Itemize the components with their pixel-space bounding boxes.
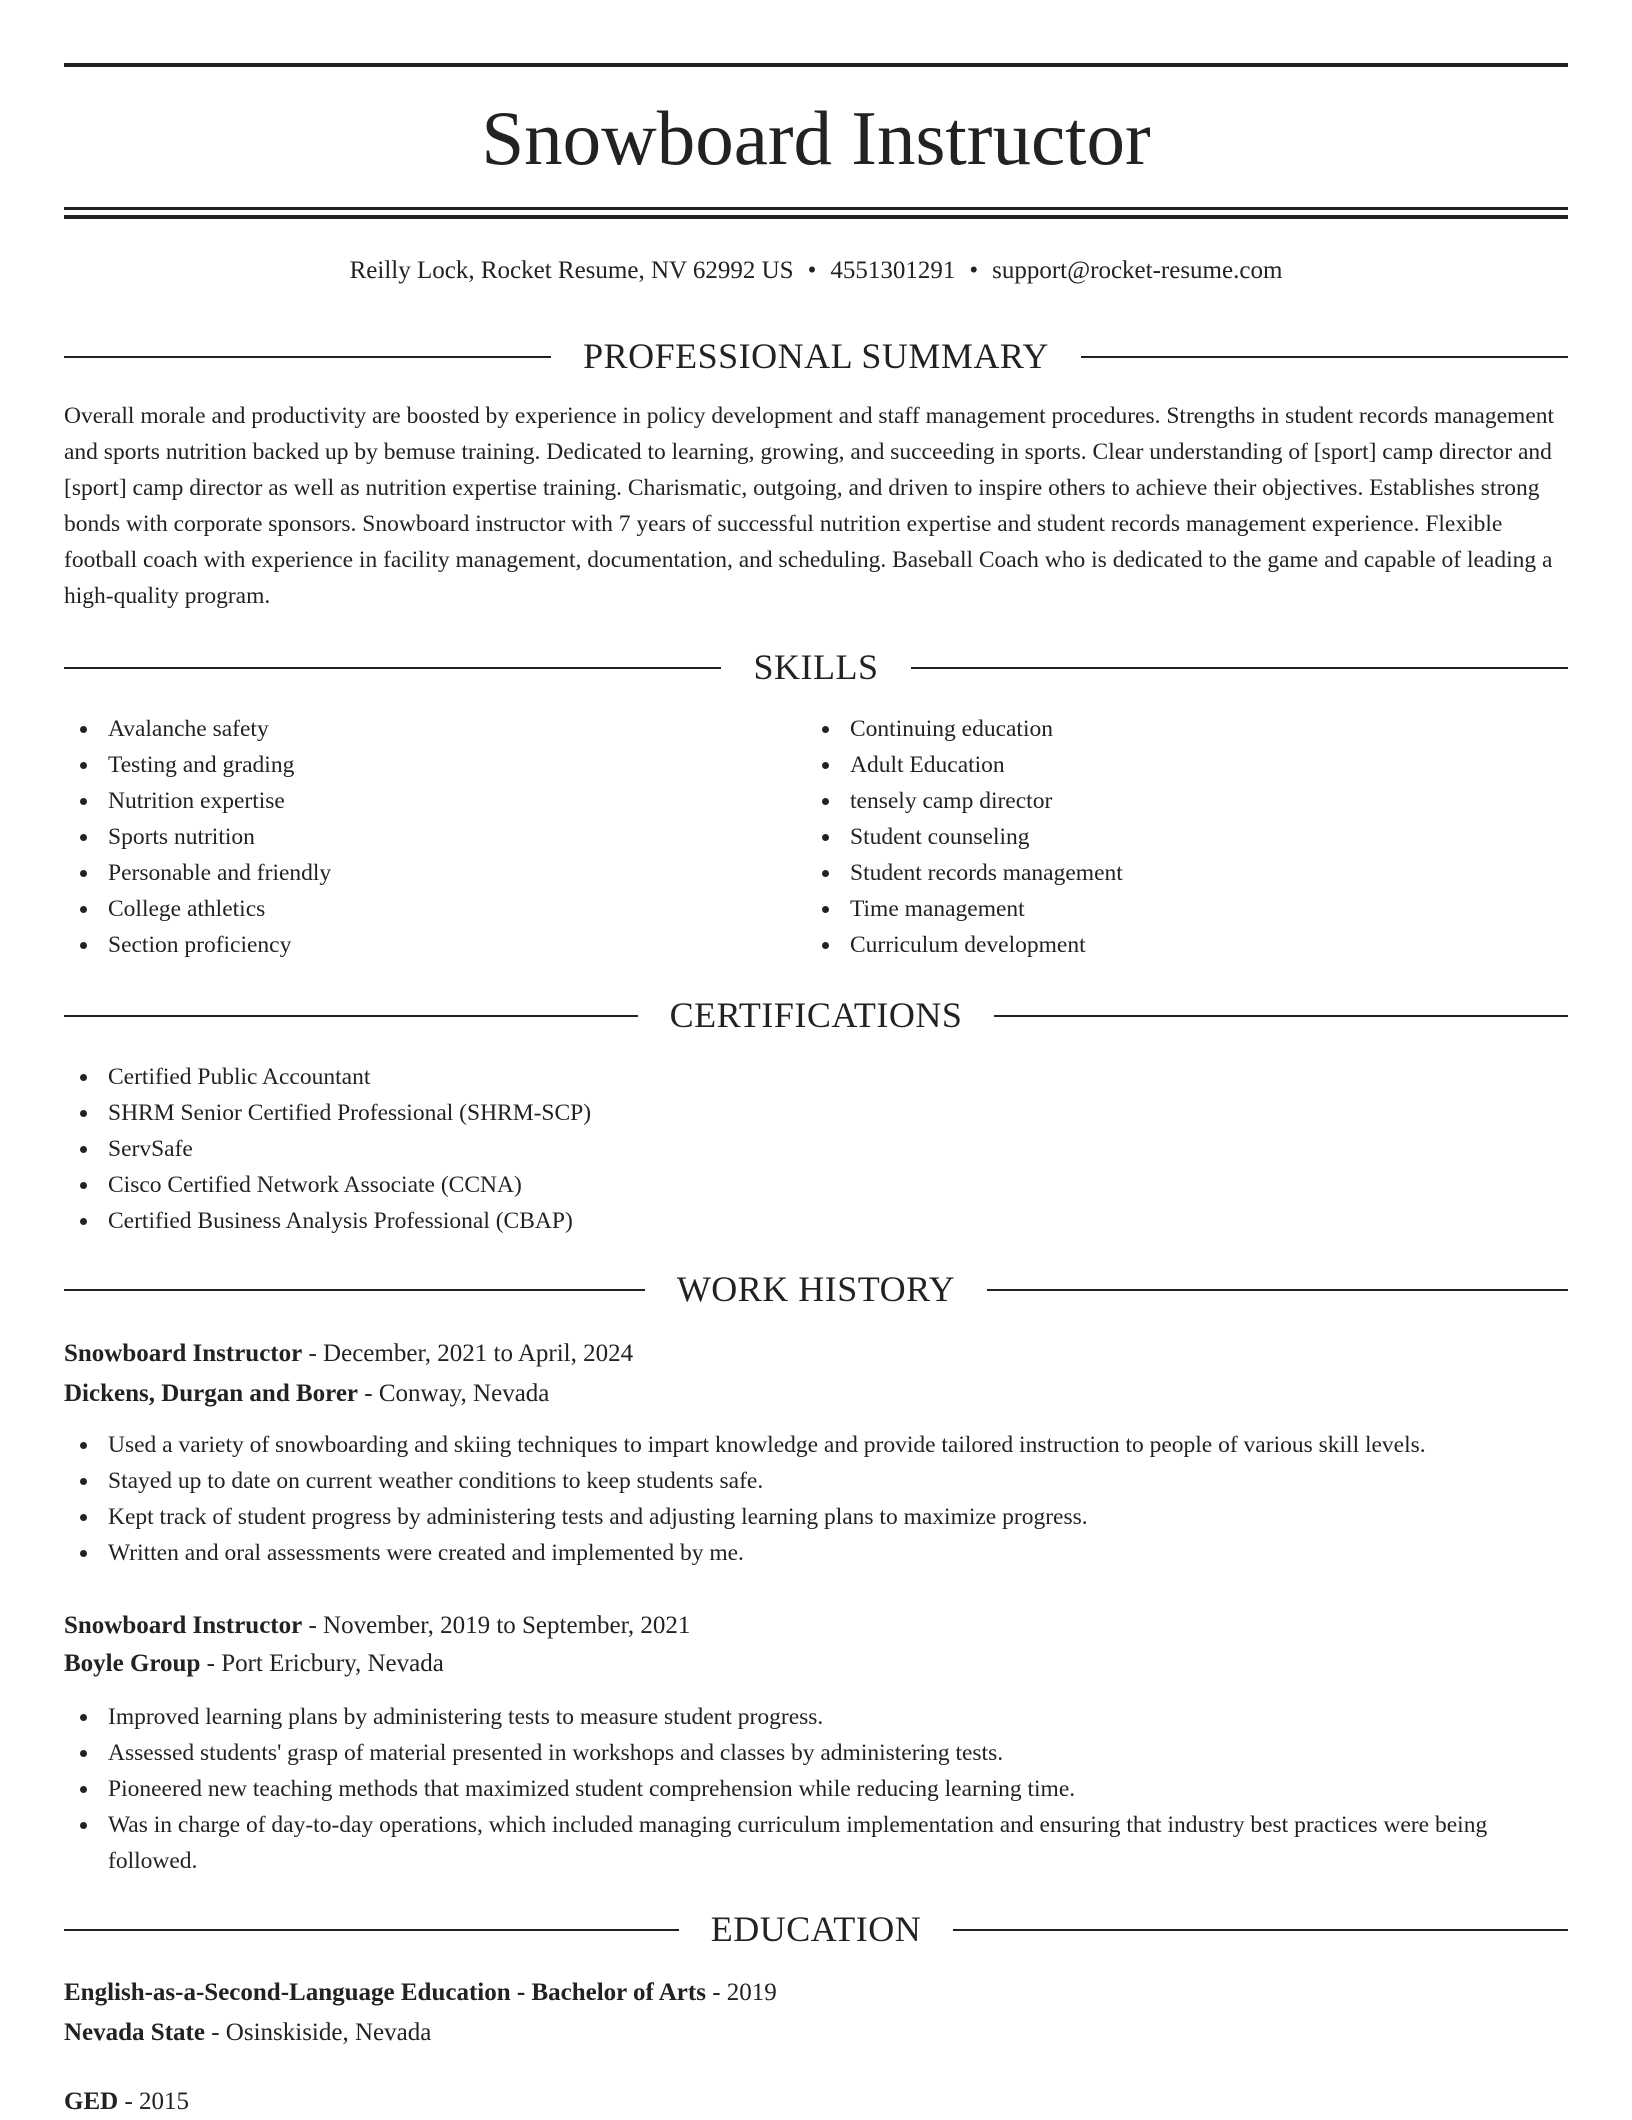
title-underline-rule-2 — [64, 215, 1568, 219]
list-item: Was in charge of day-to-day operations, which included managing curriculum implementation and ensuring that industry best practices were being followed. — [64, 1807, 1568, 1879]
job-location: - Conway, Nevada — [358, 1380, 550, 1407]
list-item: Assessed students' grasp of material presented in workshops and classes by administering tests. — [64, 1735, 1568, 1771]
job-company-line — [64, 1376, 549, 1412]
education-degree: English-as-a-Second-Language Education - Bachelor of Arts — [64, 1979, 706, 2006]
list-item: tensely camp director — [806, 783, 1506, 819]
education-year: - 2015 — [118, 2088, 190, 2115]
list-item: Certified Business Analysis Professional (CBAP) — [64, 1203, 1568, 1239]
job-location: - Port Ericbury, Nevada — [200, 1650, 444, 1677]
job-bullets — [64, 1699, 1568, 1879]
education-degree-line — [64, 1975, 777, 2011]
contact-separator: • — [807, 257, 817, 284]
work-heading: WORK HISTORY — [645, 1269, 987, 1309]
list-item: Section proficiency — [64, 927, 764, 963]
skills-list-right — [806, 711, 1506, 963]
section-heading-work-history — [64, 1267, 1568, 1311]
list-item: Testing and grading — [64, 747, 764, 783]
job-title: Snowboard Instructor — [64, 1340, 303, 1367]
list-item: Student counseling — [806, 819, 1506, 855]
education-degree: GED — [64, 2088, 119, 2115]
education-school-line — [64, 2015, 431, 2051]
contact-address: Reilly Lock, Rocket Resume, NV 62992 US — [349, 257, 794, 284]
list-item: Continuing education — [806, 711, 1506, 747]
contact-email: support@rocket-resume.com — [992, 257, 1283, 284]
list-item: Stayed up to date on current weather conditions to keep students safe. — [64, 1463, 1568, 1499]
list-item: Student records management — [806, 855, 1506, 891]
education-heading: EDUCATION — [679, 1909, 953, 1949]
top-rule — [64, 63, 1568, 67]
list-item: Improved learning plans by administering tests to measure student progress. — [64, 1699, 1568, 1735]
list-item: Sports nutrition — [64, 819, 764, 855]
section-heading-skills — [64, 645, 1568, 689]
list-item: College athletics — [64, 891, 764, 927]
title-underline-rule — [64, 207, 1568, 210]
education-year: - 2019 — [705, 1979, 777, 2006]
list-item: Adult Education — [806, 747, 1506, 783]
contact-phone: 4551301291 — [830, 257, 956, 284]
job-company: Boyle Group — [64, 1650, 201, 1677]
list-item: Used a variety of snowboarding and skiing techniques to impart knowledge and provide tailored instruction to people of various skill levels. — [64, 1427, 1568, 1463]
education-degree-line — [64, 2084, 189, 2120]
list-item: Avalanche safety — [64, 711, 764, 747]
job-bullets — [64, 1427, 1568, 1571]
list-item: Cisco Certified Network Associate (CCNA) — [64, 1167, 1568, 1203]
job-title-line — [64, 1608, 690, 1644]
skills-heading: SKILLS — [721, 647, 910, 687]
job-dates: - December, 2021 to April, 2024 — [302, 1340, 634, 1367]
job-company: Dickens, Durgan and Borer — [64, 1380, 359, 1407]
page-title: Snowboard Instructor — [481, 95, 1151, 181]
education-location: - Osinskiside, Nevada — [204, 2019, 432, 2046]
list-item: Certified Public Accountant — [64, 1059, 1568, 1095]
list-item: Written and oral assessments were created and implemented by me. — [64, 1535, 1568, 1571]
contact-line — [64, 253, 1568, 289]
summary-text: Overall morale and productivity are boosted by experience in policy development and staff management procedures. Strengths in student records management and sports nutrition backed up by bemuse training. Dedicated to learning, growing, and succeeding in sports. Clear understanding of [sport] camp director and [sport] camp director as well as nutrition expertise training. Charismatic, outgoing, and driven to inspire others to achieve their objectives. Establishes strong bonds with corporate sponsors. Snowboard instructor with 7 years of successful nutrition expertise and student records management experience. Flexible football coach with experience in facility management, documentation, and scheduling. Baseball Coach who is dedicated to the game and capable of leading a high-quality program. — [64, 403, 1555, 609]
certifications-list — [64, 1059, 1568, 1239]
list-item: Nutrition expertise — [64, 783, 764, 819]
certifications-heading: CERTIFICATIONS — [638, 995, 995, 1035]
list-item: SHRM Senior Certified Professional (SHRM-SCP) — [64, 1095, 1568, 1131]
list-item: Time management — [806, 891, 1506, 927]
job-company-line — [64, 1646, 444, 1682]
job-title: Snowboard Instructor — [64, 1612, 303, 1639]
list-item: Personable and friendly — [64, 855, 764, 891]
job-title-line — [64, 1336, 633, 1372]
list-item: Kept track of student progress by administering tests and adjusting learning plans to maximize progress. — [64, 1499, 1568, 1535]
education-school: Nevada State — [64, 2019, 205, 2046]
skills-list-left — [64, 711, 764, 963]
list-item: ServSafe — [64, 1131, 1568, 1167]
section-heading-education — [64, 1907, 1568, 1951]
job-dates: - November, 2019 to September, 2021 — [302, 1612, 691, 1639]
summary-heading: PROFESSIONAL SUMMARY — [551, 336, 1081, 376]
list-item: Pioneered new teaching methods that maximized student comprehension while reducing learning time. — [64, 1771, 1568, 1807]
section-heading-certifications — [64, 993, 1568, 1037]
list-item: Curriculum development — [806, 927, 1506, 963]
section-heading-summary — [64, 334, 1568, 378]
contact-separator: • — [969, 257, 979, 284]
